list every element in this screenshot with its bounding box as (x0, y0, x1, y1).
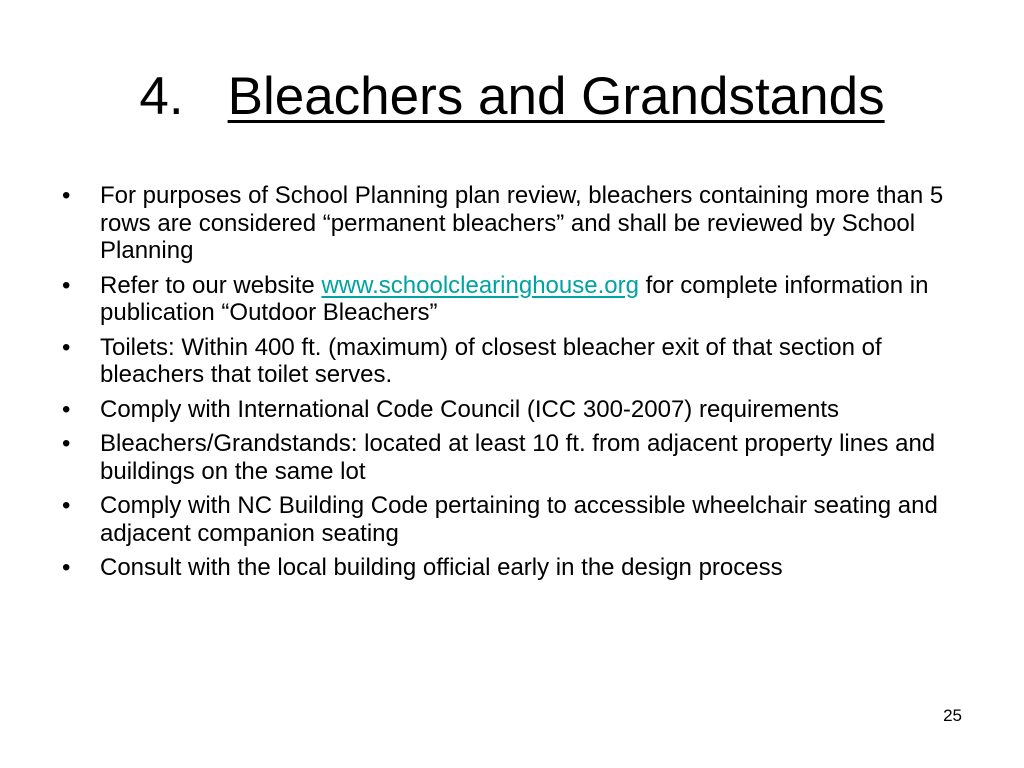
bullet-marker: • (62, 271, 71, 299)
bullet-item (56, 396, 961, 424)
bullet-marker: • (62, 554, 71, 581)
bullet-text: Consult with the local building official early in the design process (100, 554, 783, 581)
bullet-item (56, 272, 961, 327)
bullet-list (56, 182, 961, 589)
bullet-text: Bleachers/Grandstands: located at least 10 ft. from adjacent property lines and buildings on the same lot (100, 430, 936, 485)
bullet-marker: • (62, 492, 71, 519)
bullet-item (56, 492, 961, 547)
bullet-marker: • (62, 395, 71, 423)
bullet-text-after-link: for complete information in publication “Outdoor Bleachers” (100, 271, 929, 326)
bullet-text: Comply with NC Building Code pertaining to accessible wheelchair seating and adjacent companion seating (100, 492, 938, 547)
website-link[interactable]: www.schoolclearinghouse.org (321, 271, 639, 299)
bullet-item (56, 554, 961, 582)
bullet-text: Toilets: Within 400 ft. (maximum) of closest bleacher exit of that section of bleachers that toilet serves. (100, 333, 882, 388)
title-number: 4. (139, 67, 184, 126)
page-number: 25 (943, 706, 962, 725)
bullet-item (56, 334, 961, 389)
bullet-item (56, 430, 961, 485)
bullet-item (56, 182, 961, 265)
slide-title (0, 62, 1024, 132)
title-text: Bleachers and Grandstands (227, 67, 885, 126)
bullet-marker: • (62, 333, 71, 361)
bullet-text: Comply with International Code Council (ICC 300-2007) requirements (100, 395, 840, 423)
bullet-text: For purposes of School Planning plan review, bleachers containing more than 5 rows are considered “permanent bleachers” and shall be reviewed by School Planning (100, 182, 944, 264)
bullet-marker: • (62, 182, 71, 209)
bullet-marker: • (62, 430, 71, 457)
bullet-text-before-link: Refer to our website (100, 271, 322, 299)
